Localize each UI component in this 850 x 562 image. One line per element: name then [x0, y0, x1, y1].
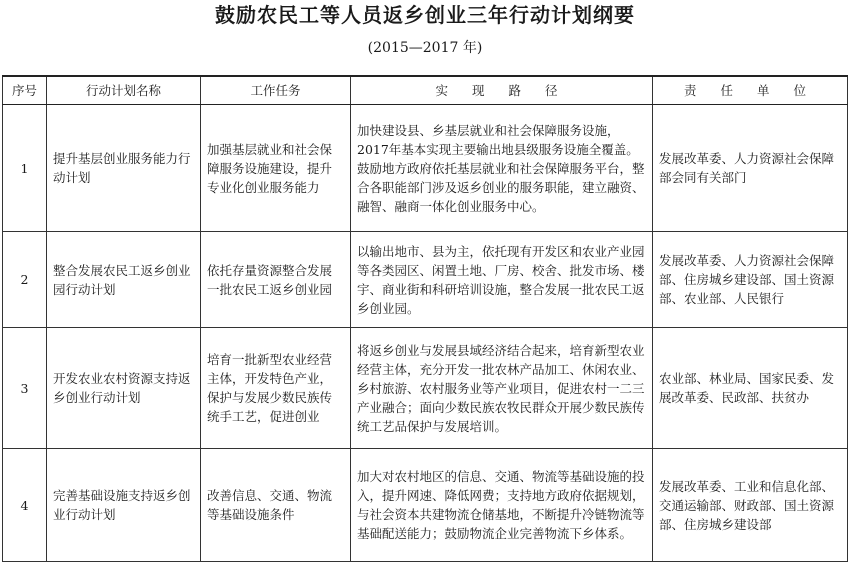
header-unit: 责 任 单 位: [653, 76, 848, 105]
table-row: [3, 105, 848, 232]
cell-no: 4: [3, 449, 47, 562]
cell-path: 加快建设县、乡基层就业和社会保障服务设施，2017年基本实现主要输出地县级服务设施全覆盖。鼓励地方政府依托基层就业和社会保障服务平台，整合各职能部门涉及返乡创业的服务职能，建立融资、融智、融商一体化创业服务中心。: [351, 105, 653, 232]
cell-path: 以输出地市、县为主，依托现有开发区和农业产业园等各类园区、闲置土地、厂房、校舍、批发市场、楼宇、商业街和科研培训设施，整合发展一批农民工返乡创业园。: [351, 232, 653, 328]
cell-name: 完善基础设施支持返乡创业行动计划: [47, 449, 201, 562]
cell-path: 将返乡创业与发展县域经济结合起来，培育新型农业经营主体，充分开发一批农林产品加工、休闲农业、乡村旅游、农村服务业等产业项目，促进农村一二三产业融合；面向少数民族农牧民群众开展少数民族传统工艺品保护与发展培训。: [351, 328, 653, 449]
header-name: 行动计划名称: [47, 76, 201, 105]
cell-unit: 农业部、林业局、国家民委、发展改革委、民政部、扶贫办: [653, 328, 848, 449]
table-header-row: [3, 76, 848, 105]
cell-task: 改善信息、交通、物流等基础设施条件: [201, 449, 351, 562]
cell-name: 开发农业农村资源支持返乡创业行动计划: [47, 328, 201, 449]
cell-name: 整合发展农民工返乡创业园行动计划: [47, 232, 201, 328]
page-subtitle: (2015—2017 年): [367, 40, 483, 56]
action-plan-table: [2, 75, 848, 562]
cell-no: 2: [3, 232, 47, 328]
cell-no: 1: [3, 105, 47, 232]
header-task: 工作任务: [201, 76, 351, 105]
table-row: [3, 232, 848, 328]
cell-name: 提升基层创业服务能力行动计划: [47, 105, 201, 232]
page-title: 鼓励农民工等人员返乡创业三年行动计划纲要: [215, 3, 635, 27]
cell-unit: 发展改革委、工业和信息化部、交通运输部、财政部、国土资源部、住房城乡建设部: [653, 449, 848, 562]
table-row: [3, 449, 848, 562]
table-row: [3, 328, 848, 449]
cell-task: 依托存量资源整合发展一批农民工返乡创业园: [201, 232, 351, 328]
header-no: 序号: [3, 76, 47, 105]
cell-unit: 发展改革委、人力资源社会保障部、住房城乡建设部、国土资源部、农业部、人民银行: [653, 232, 848, 328]
cell-unit: 发展改革委、人力资源社会保障部会同有关部门: [653, 105, 848, 232]
cell-task: 培育一批新型农业经营主体，开发特色产业，保护与发展少数民族传统手工艺，促进创业: [201, 328, 351, 449]
cell-no: 3: [3, 328, 47, 449]
cell-path: 加大对农村地区的信息、交通、物流等基础设施的投入，提升网速、降低网费；支持地方政府依据规划，与社会资本共建物流仓储基地，不断提升冷链物流等基础配送能力；鼓励物流企业完善物流下乡体系。: [351, 449, 653, 562]
cell-task: 加强基层就业和社会保障服务设施建设，提升专业化创业服务能力: [201, 105, 351, 232]
header-path: 实 现 路 径: [351, 76, 653, 105]
